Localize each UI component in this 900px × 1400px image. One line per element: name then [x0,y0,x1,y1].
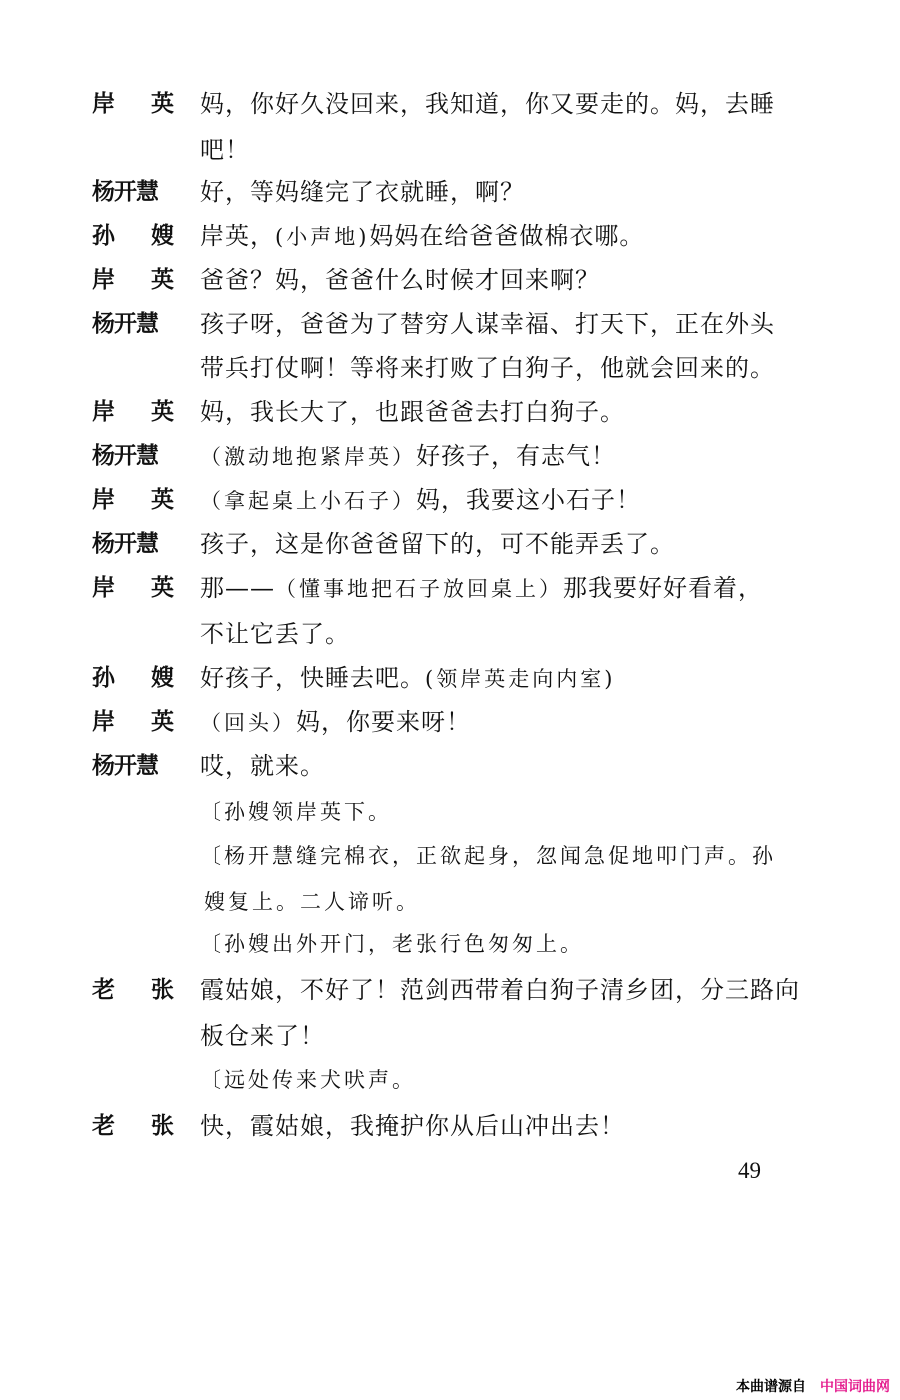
dialogue-line [0,434,900,478]
continuation-line [0,1014,900,1058]
speaker-char: 老 [92,977,115,1003]
speaker-char: 孙 [92,665,115,691]
speaker-char: 英 [151,399,174,425]
continuation-line [0,612,900,656]
stage-direction: 〔远处传来犬吠声。 [200,1068,416,1092]
speaker-name [92,258,174,302]
watermark-prefix: 本曲谱源自 [736,1379,806,1395]
speaker-name: 杨开慧 [92,753,158,779]
speech-text [200,656,615,701]
speech-text: 霞姑娘，不好了！范剑西带着白狗子清乡团，分三路向 [200,976,800,1004]
stage-direction: （拿起桌上小石子） [200,489,416,513]
dialogue-line [0,700,900,744]
dialogue-line [0,478,900,522]
dialogue-line [0,214,900,258]
speech-text [200,434,616,479]
speech-text: 带兵打仗啊！等将来打败了白狗子，他就会回来的。 [200,354,775,382]
stage-direction: 嫂复上。二人谛听。 [204,890,420,914]
speech-part: 妈妈在给爸爸做棉衣哪。 [369,222,645,250]
speaker-char: 岸 [92,91,115,117]
speaker-char: 孙 [92,223,115,249]
dialogue-line [0,258,900,302]
speaker-char: 岸 [92,575,115,601]
stage-direction: 〔杨开慧缝完棉衣，正欲起身，忽闻急促地叩门声。孙 [200,844,776,868]
speech-text: 板仓来了！ [200,1022,325,1050]
speaker-char: 张 [151,1113,174,1139]
dialogue-line [0,522,900,566]
speaker-char: 嫂 [151,665,174,691]
speaker-name: 杨开慧 [92,311,158,337]
speech-part: 那—— [200,574,275,602]
speech-part: 好孩子，快睡去吧。 [200,664,425,692]
stage-direction: （激动地抱紧岸英） [200,445,416,469]
speech-part: 好孩子，有志气！ [416,442,616,470]
speaker-char: 岸 [92,709,115,735]
speech-text: 吧！ [200,136,250,164]
speaker-name [92,566,174,610]
stage-direction-line [0,790,900,834]
speech-text: 哎，就来。 [200,752,325,780]
stage-direction-line [0,834,900,878]
speech-text [200,214,644,259]
speech-text: 好，等妈缝完了衣就睡，啊？ [200,178,525,206]
speaker-name [92,656,174,700]
stage-direction: 〔孙嫂领岸英下。 [200,800,392,824]
speaker-char: 嫂 [151,223,174,249]
speech-text: 爸爸？妈，爸爸什么时候才回来啊？ [200,266,600,294]
speaker-char: 英 [151,575,174,601]
speaker-name [92,1104,174,1148]
speaker-name: 杨开慧 [92,179,158,205]
dialogue-line [0,302,900,346]
stage-direction: 〔孙嫂出外开门，老张行色匆匆上。 [200,932,584,956]
speaker-name [92,82,174,126]
watermark-site-link[interactable]: 中国词曲网 [820,1379,890,1395]
speaker-char: 英 [151,487,174,513]
continuation-line [0,128,900,172]
dialogue-line [0,744,900,788]
speech-text: 妈，你好久没回来，我知道，你又要走的。妈，去睡 [200,90,775,118]
dialogue-line [0,1104,900,1148]
speaker-char: 英 [151,709,174,735]
speaker-char: 英 [151,91,174,117]
stage-direction-line [0,922,900,966]
speaker-name: 杨开慧 [92,443,158,469]
stage-direction-line [0,880,900,924]
dialogue-line [0,656,900,700]
speech-text: 妈，我长大了，也跟爸爸去打白狗子。 [200,398,625,426]
speaker-char: 岸 [92,399,115,425]
speech-text: 孩子，这是你爸爸留下的，可不能弄丢了。 [200,530,675,558]
page-number: 49 [738,1158,761,1183]
speech-text: 孩子呀，爸爸为了替穷人谋幸福、打天下，正在外头 [200,310,775,338]
speech-part: 那我要好好看着， [563,574,763,602]
stage-direction: （回头） [200,711,296,735]
speaker-char: 老 [92,1113,115,1139]
speech-part: 妈，我要这小石子！ [416,486,641,514]
speaker-name: 杨开慧 [92,531,158,557]
dialogue-line [0,566,900,610]
stage-direction: （懂事地把石子放回桌上） [275,577,563,601]
stage-direction-line [0,1058,900,1102]
stage-direction: (小声地) [275,225,370,249]
speech-text [200,478,641,523]
speaker-name [92,214,174,258]
speech-text [200,700,471,745]
speaker-name [92,700,174,744]
speech-text: 不让它丢了。 [200,620,350,648]
speaker-char: 岸 [92,487,115,513]
dialogue-line [0,390,900,434]
speaker-name [92,478,174,522]
dialogue-line [0,968,900,1012]
speaker-char: 张 [151,977,174,1003]
dialogue-line [0,170,900,214]
speaker-name [92,390,174,434]
speech-part: 岸英， [200,222,275,250]
dialogue-line [0,82,900,126]
speech-text: 快，霞姑娘，我掩护你从后山冲出去！ [200,1112,625,1140]
watermark [736,1376,890,1396]
speaker-name [92,968,174,1012]
stage-direction: (领岸英走向内室) [425,667,616,691]
speaker-char: 岸 [92,267,115,293]
continuation-line [0,346,900,390]
speech-part: 妈，你要来呀！ [296,708,471,736]
speech-text [200,566,763,611]
speaker-char: 英 [151,267,174,293]
